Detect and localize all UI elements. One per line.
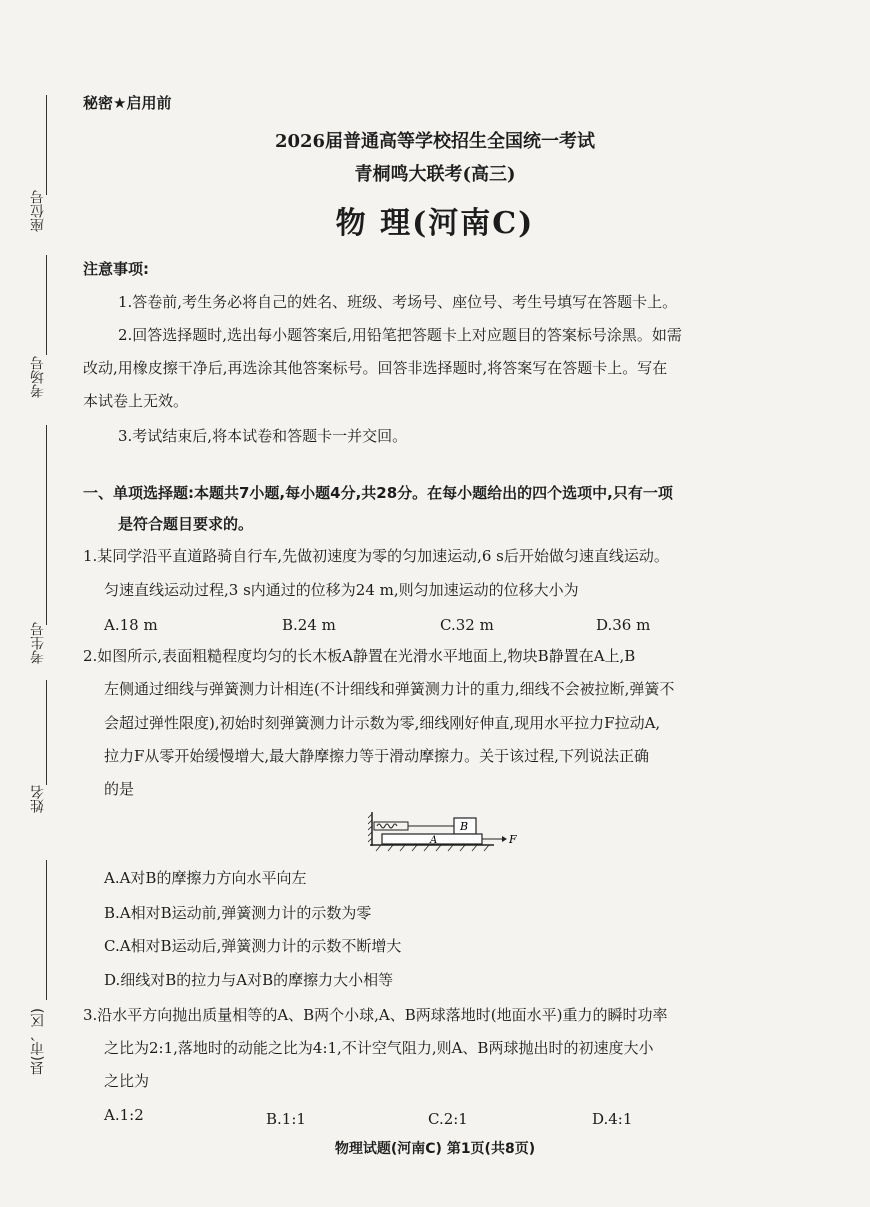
q1-line-1: 1.某同学沿平直道路骑自行车,先做初速度为零的匀加速运动,6 s后开始做匀速直线运动。	[83, 547, 669, 565]
notice-item-1: 1.答卷前,考生务必将自己的姓名、班级、考场号、座位号、考生号填写在答题卡上。	[118, 293, 678, 311]
notice-item-3: 3.考试结束后,将本试卷和答题卡一并交回。	[118, 427, 408, 445]
notice-item-2-line-1: 2.回答选择题时,选出每小题答案后,用铅笔把答题卡上对应题目的答案标号涂黑。如需	[118, 326, 682, 344]
q2-option-a: A.A对B的摩擦力方向水平向左	[104, 869, 307, 887]
force-arrowhead	[502, 836, 507, 842]
county-label: 县(市、区)	[30, 1008, 46, 1075]
page-footer: 物理试题(河南C) 第1页(共8页)	[334, 1141, 536, 1157]
force-label: F	[509, 833, 517, 846]
spring-coil	[377, 824, 397, 828]
notice-item-2-line-3: 本试卷上无效。	[83, 392, 189, 410]
q3-line-3: 之比为	[104, 1072, 150, 1090]
q2-option-c: C.A相对B运动后,弹簧测力计的示数不断增大	[104, 937, 402, 955]
q3-option-c: C.2:1	[428, 1110, 468, 1128]
spring-scale	[374, 822, 408, 830]
q1-option-b: B.24 m	[282, 616, 336, 634]
secret-label: 秘密★启用前	[83, 94, 172, 112]
q1-option-d: D.36 m	[596, 616, 651, 634]
room-label: 考场号	[30, 356, 46, 398]
board-a-label: A	[430, 835, 438, 846]
exam-no-label: 考生号	[30, 622, 46, 664]
seat-label: 座位号	[30, 190, 46, 232]
q1-option-a: A.18 m	[104, 616, 158, 634]
exam-title: 2026届普通高等学校招生全国统一考试	[274, 131, 596, 152]
name-line	[46, 680, 47, 785]
room-line	[46, 255, 47, 355]
q3-option-a: A.1:2	[104, 1106, 144, 1124]
q2-line-3: 会超过弹性限度),初始时刻弹簧测力计示数为零,细线刚好伸直,现用水平拉力F拉动A,	[104, 714, 661, 732]
q2-option-d: D.细线对B的拉力与A对B的摩擦力大小相等	[104, 971, 394, 989]
q3-option-b: B.1:1	[266, 1110, 306, 1128]
q3-line-1: 3.沿水平方向抛出质量相等的A、B两个小球,A、B两球落地时(地面水平)重力的瞬时功率	[83, 1006, 668, 1024]
notice-heading: 注意事项:	[83, 260, 149, 278]
spring-block-figure	[368, 808, 528, 856]
county-line	[46, 860, 47, 1000]
q2-option-b: B.A相对B运动前,弹簧测力计的示数为零	[104, 904, 372, 922]
subject-title: 物 理(河南C)	[335, 206, 535, 241]
q3-option-d: D.4:1	[592, 1110, 633, 1128]
section-heading-line-1: 一、单项选择题:本题共7小题,每小题4分,共28分。在每小题给出的四个选项中,只有一项	[83, 484, 673, 502]
exam-no-line	[46, 425, 47, 625]
q3-line-2: 之比为2:1,落地时的动能之比为4:1,不计空气阻力,则A、B两球抛出时的初速度大小	[104, 1039, 654, 1057]
q2-line-2: 左侧通过细线与弹簧测力计相连(不计细线和弹簧测力计的重力,细线不会被拉断,弹簧不	[104, 680, 675, 698]
name-label: 姓名	[30, 785, 46, 813]
q1-option-c: C.32 m	[440, 616, 494, 634]
q2-line-5: 的是	[104, 780, 135, 798]
notice-item-2-line-2: 改动,用橡皮擦干净后,再选涂其他答案标号。回答非选择题时,将答案写在答题卡上。写在	[83, 359, 668, 377]
section-heading-line-2: 是符合题目要求的。	[118, 515, 254, 533]
q1-line-2: 匀速直线运动过程,3 s内通过的位移为24 m,则匀加速运动的位移大小为	[104, 581, 579, 599]
exam-subtitle: 青桐鸣大联考(高三)	[354, 164, 516, 185]
q2-line-1: 2.如图所示,表面粗糙程度均匀的长木板A静置在光滑水平地面上,物块B静置在A上,B	[83, 647, 636, 665]
q2-line-4: 拉力F从零开始缓慢增大,最大静摩擦力等于滑动摩擦力。关于该过程,下列说法正确	[104, 747, 649, 765]
block-b-label: B	[460, 820, 469, 833]
